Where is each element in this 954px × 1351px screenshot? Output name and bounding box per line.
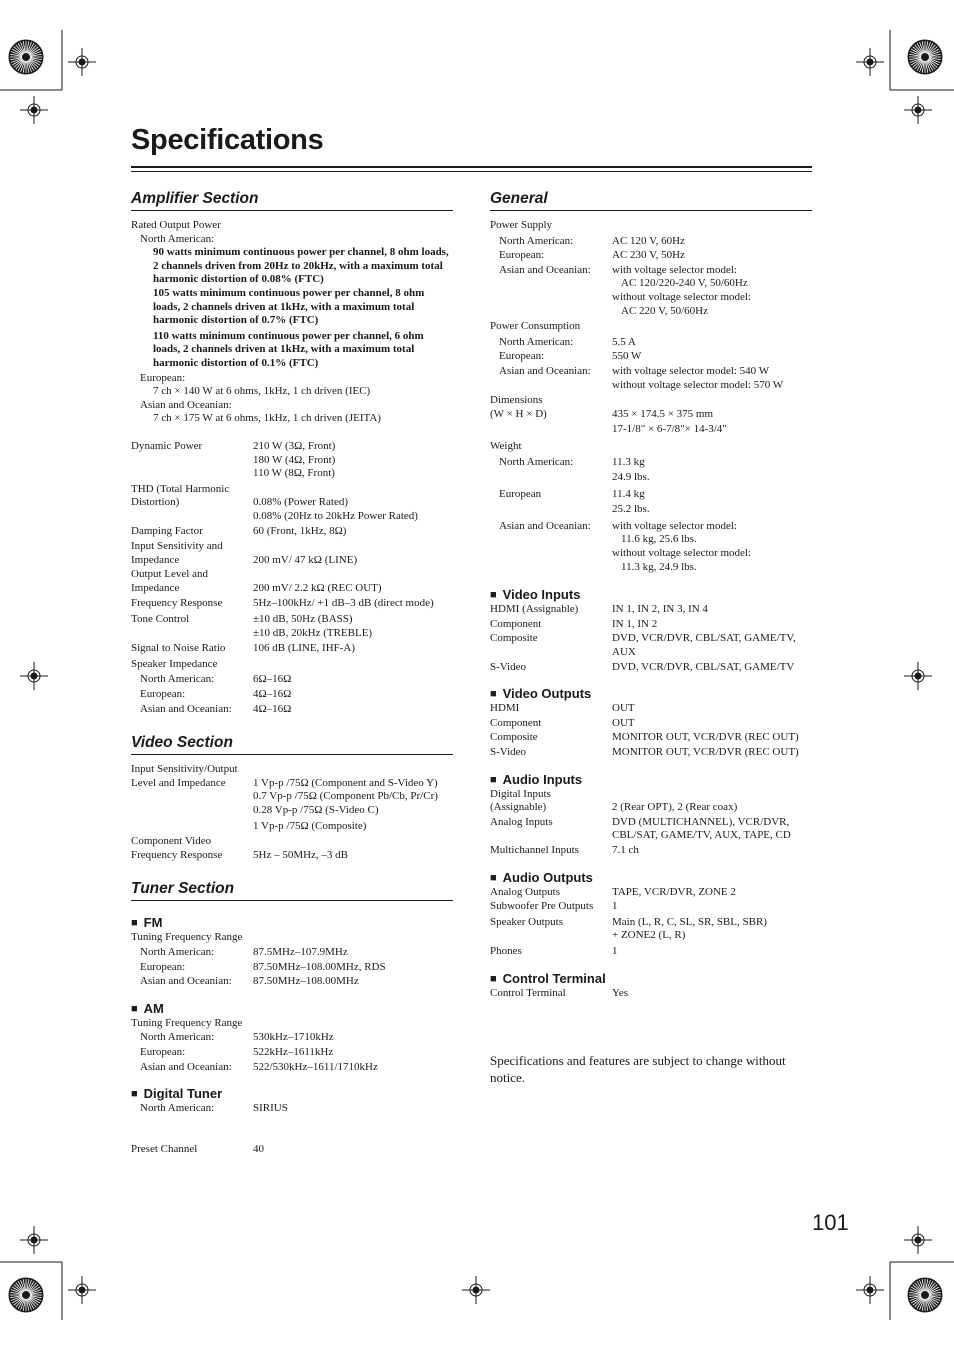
spk-as-row: Asian and Oceanian: 4Ω–16Ω [140,702,292,715]
video-section-heading: Video Section [131,734,453,755]
fm-heading: ■ FM [131,915,453,930]
video-outputs-heading: ■ Video Outputs [490,686,812,701]
spk-na-row: North American: 6Ω–16Ω [140,673,292,686]
ps-eu-row: European: AC 230 V, 50Hz [499,249,685,262]
pc-na-row: North American: 5.5 A [499,335,636,348]
aout-speaker-row: Speaker Outputs Main (L, R, C, SL, SR, SBL, SBR) + ZONE2 (L, R) [490,915,767,942]
wt-eu-row: European 11.4 kg 25.2 lbs. [499,487,650,516]
na-rating-1: 90 watts minimum continuous power per channel, 8 ohm loads, 2 channels driven from 20Hz to 20kHz, with a maximum total harmonic distortion of 0.08% (FTC) [153,246,449,286]
am-as-row: Asian and Oceanian: 522/530kHz–1611/1710kHz [140,1060,378,1073]
page-title: Specifications [131,124,324,156]
ain-digital-row: Digital Inputs (Assignable) 2 (Rear OPT), 2 (Rear coax) [490,787,738,814]
weight-label: Weight [490,439,522,452]
snr-row: Signal to Noise Ratio 106 dB (LINE, IHF-A) [131,642,356,655]
eu-label: European: [140,371,186,384]
preset-channel-row: Preset Channel 40 [131,1142,264,1155]
pc-eu-row: European: 550 W [499,350,642,363]
ps-na-row: North American: AC 120 V, 60Hz [499,234,685,247]
title-rule [131,166,812,168]
pc-as-row: Asian and Oceanian: with voltage selector model: 540 W without voltage selector model: 570 W [499,364,784,391]
input-sensitivity-row: Input Sensitivity and Impedance 200 mV/ 47 kΩ (LINE) [131,540,358,566]
ain-analog-row: Analog Inputs DVD (MULTICHANNEL), VCR/DVR, CBL/SAT, GAME/TV, AUX, TAPE, CD [490,815,791,842]
am-eu-row: European: 522kHz–1611kHz [140,1045,334,1058]
damping-row: Damping Factor 60 (Front, 1kHz, 8Ω) [131,525,347,538]
dimensions-row: Dimensions (W × H × D) 435 × 174.5 × 375 mm 17-1/8" × 6-7/8"× 14-3/4" [490,394,727,436]
vout-component-row: Component OUT [490,716,635,729]
aout-phones-row: Phones 1 [490,944,618,957]
vout-svideo-row: S-Video MONITOR OUT, VCR/DVR (REC OUT) [490,746,799,758]
thd-row: THD (Total Harmonic Distortion) 0.08% (Power Rated) 0.08% (20Hz to 20kHz Power Rated) [131,482,418,522]
ain-multichannel-row: Multichannel Inputs 7.1 ch [490,843,639,856]
left-column [131,190,453,1156]
na-rating-2: 105 watts minimum continuous power per channel, 8 ohm loads, 2 channels driven at 1kHz, with a maximum total harmonic distortion of 0.7% (FTC) [153,286,425,327]
tone-control-row: Tone Control ±10 dB, 50Hz (BASS) ±10 dB, 20kHz (TREBLE) [131,613,373,639]
audio-inputs-heading: ■ Audio Inputs [490,772,812,787]
am-heading: ■ AM [131,1001,453,1016]
na-rating-3: 110 watts minimum continuous power per channel, 6 ohm loads, 2 channels driven at 1kHz, with a maximum total harmonic distortion of 0.1% (FTC) [153,329,424,369]
dynamic-power-row: Dynamic Power 210 W (3Ω, Front) 180 W (4Ω, Front) 110 W (8Ω, Front) [131,439,336,480]
vin-hdmi-row: HDMI (Assignable) IN 1, IN 2, IN 3, IN 4 [490,603,708,616]
am-range-label: Tuning Frequency Range [131,1016,243,1029]
speaker-impedance-label: Speaker Impedance [131,657,218,670]
frequency-response-row: Frequency Response 5Hz–100kHz/ +1 dB–3 dB (direct mode) [131,597,434,610]
fm-na-row: North American: 87.5MHz–107.9MHz [140,945,348,958]
power-supply-label: Power Supply [490,219,553,231]
vin-component-row: Component IN 1, IN 2 [490,617,658,630]
ps-as-row: Asian and Oceanian: with voltage selector model: AC 120/220-240 V, 50/60Hz without voltage selector model: AC 220 V, 50/60Hz [499,263,751,317]
page-number: 101 [812,1210,849,1235]
output-level-row: Output Level and Impedance 200 mV/ 2.2 kΩ (REC OUT) [131,568,382,594]
component-video-row: Component Video Frequency Response 5Hz – 50MHz, –3 dB [131,835,349,861]
amplifier-section-heading: Amplifier Section [131,190,453,211]
aout-sub-row: Subwoofer Pre Outputs 1 [490,900,618,913]
eu-rating: 7 ch × 140 W at 6 ohms, 1kHz, 1 ch driven (IEC) [153,385,371,398]
title-rule-thin [131,171,812,172]
tuner-section-heading: Tuner Section [131,880,453,901]
dig-na-row: North American: SIRIUS [140,1102,288,1115]
fm-eu-row: European: 87.50MHz–108.00MHz, RDS [140,960,386,973]
vout-hdmi-row: HDMI OUT [490,702,635,715]
as-rating: 7 ch × 175 W at 6 ohms, 1kHz, 1 ch driven (JEITA) [153,412,381,425]
vin-composite-row: Composite DVD, VCR/DVR, CBL/SAT, GAME/TV, AUX [490,632,796,659]
right-column [490,190,812,1086]
am-na-row: North American: 530kHz–1710kHz [140,1031,334,1044]
control-terminal-heading: ■ Control Terminal [490,971,812,986]
spk-eu-row: European: 4Ω–16Ω [140,688,292,700]
na-label: North American: [140,232,215,245]
control-terminal-row: Control Terminal Yes [490,986,629,999]
vin-svideo-row: S-Video DVD, VCR/DVR, CBL/SAT, GAME/TV [490,660,795,673]
wt-as-row: Asian and Oceanian: with voltage selector model: 11.6 kg, 25.6 lbs. without voltage selector model: 11.3 kg, 24.9 lbs. [499,519,751,573]
as-label: Asian and Oceanian: [140,398,232,411]
vout-composite-row: Composite MONITOR OUT, VCR/DVR (REC OUT) [490,731,799,744]
power-consumption-label: Power Consumption [490,320,581,333]
fm-as-row: Asian and Oceanian: 87.50MHz–108.00MHz [140,975,359,988]
spec-change-note: Specifications and features are subject to change without notice. [490,1053,786,1086]
digital-tuner-heading: ■ Digital Tuner [131,1086,453,1101]
rated-output-label: Rated Output Power [131,219,221,231]
wt-na-row: North American: 11.3 kg 24.9 lbs. [499,455,650,484]
video-inputs-heading: ■ Video Inputs [490,587,812,602]
fm-range-label: Tuning Frequency Range [131,931,243,944]
general-heading: General [490,190,812,211]
audio-outputs-heading: ■ Audio Outputs [490,870,812,885]
aout-analog-row: Analog Outputs TAPE, VCR/DVR, ZONE 2 [490,885,736,898]
video-input-row: Input Sensitivity/Output Level and Impedance 1 Vp-p /75Ω (Component and S-Video Y) 0.7 Vp-p /75Ω (Component Pb/Cb, Pr/Cr) 0.28 Vp-p /75Ω (S-Video C) 1 Vp-p /75Ω (Composite) [131,763,438,832]
